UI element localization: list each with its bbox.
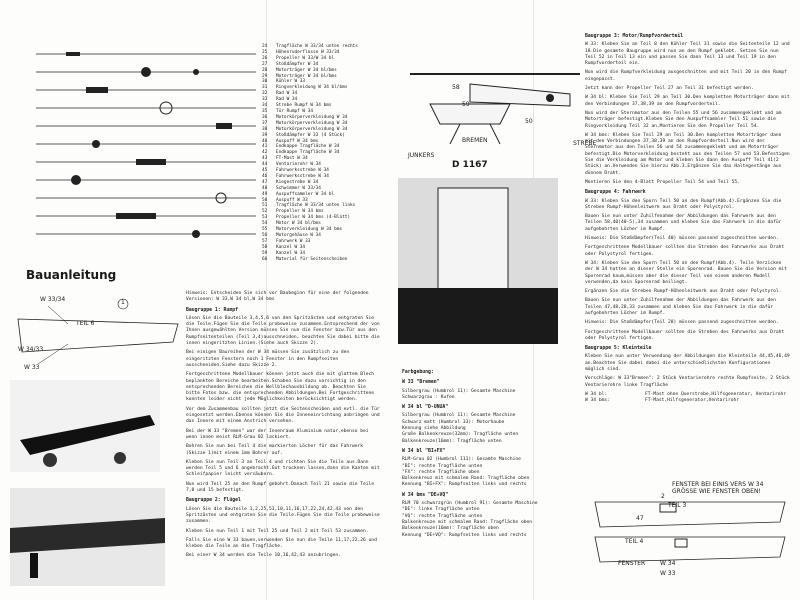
color-row xyxy=(402,482,542,488)
part-name: Strebe Rumpf W 34 bms xyxy=(276,103,332,109)
aircraft-photo-2 xyxy=(10,488,165,586)
part-number: 43 xyxy=(262,156,268,162)
paragraph: Vorschläge: W 33"Bremen": 2 Stück Ventarierohre rechte Rumpfseite, 2 Stück Ventarierohre linke Tragfläche xyxy=(585,376,793,388)
color-target: rechte Tragfläche unten xyxy=(418,513,483,519)
parts-exploded-diagram xyxy=(16,44,261,244)
paragraph: Vor dem Zusammenbau sollten jetzt die Seitenscheiben und evtl. die Tür eingesetzt werden.Ebenso können Sie die Inneneinrichtung anbringen und das Innere mit einem Anstrich versehen. xyxy=(186,406,383,425)
part-name: Schwimmer W 33/34 xyxy=(276,185,321,191)
paragraph: W 34 bms: Kleben Sie Teil 29 an Teil 30.Den kompletten Motorträger dann mit den Verbindungen 37,38,39 an den Rumpfvorderteil.Nun wird der Sternmotor aus den Teilen 56 und 54 zusammengeklebt und am Motorträger befestigt.Die Motorverkleidung besteht aus den Teilen 57 und 53.Befestigen Sie die Verkleidung am Motor und kleben Sie dann den Auspuff Teil 41(2 Stück) an.Verwenden Sie hierzu Abb.3.Ergänzen Sie das Haltegestänge aus dünnem Draht. xyxy=(585,132,793,176)
part-name: Rad W 34 xyxy=(276,97,298,103)
paragraph: Fortgeschrittene Modellbauer können jetzt auch die mit glattem Blech beplankten Bereiche bearbeiten.Schaben Sie dazu vorsichtig in den entsprechenden Bereichen die Wellblechausbildung ab. Beachten Sie bitte Fotos bzw. die entsprechenden Abbildungen.Bei Fortgeschrittene konnten leider nicht jede Möglichkeiten berücksichtigt werden. xyxy=(186,372,377,403)
color-target: Rumpfseiten links und rechts xyxy=(449,482,527,488)
part-name: Motorkörperverkleidung W 34 xyxy=(276,120,348,126)
color-name: "VQ": xyxy=(402,513,419,519)
paragraph: Kleben Sie nun Teil 3 an Teil 4 und richten Sie die Teile aus.Dann werden Teil 5 und 6 angebracht.Gut trocknen lassen,dann die Kanten mit Schleifpapier leicht versäubern. xyxy=(186,459,383,478)
part-number: 40 xyxy=(262,138,268,144)
color-group-title: W 34 bl "BI+FX" xyxy=(402,448,446,454)
section2-heading: Baugruppe 2: Flügel xyxy=(186,498,241,504)
part-number: 30 xyxy=(262,79,268,85)
part-number: 29 xyxy=(262,73,268,79)
part-name: Auspuff W 33 xyxy=(276,197,308,203)
color-target: Tragfläche unten xyxy=(473,432,519,438)
color-name: Kennung "DE+VQ": xyxy=(402,532,450,538)
color-row xyxy=(402,395,542,401)
config-value: FT-Mast,Hilfsgenerator,Ventarirohr xyxy=(645,398,740,404)
part-number: 32 xyxy=(262,91,268,97)
part-number: 38 xyxy=(262,126,268,132)
part-number: 34 xyxy=(262,103,268,109)
part-number: 54 xyxy=(262,221,268,227)
sketch-number-1: 1 xyxy=(121,299,125,306)
paragraph: W 33: Kleben Sie an Teil 8 den Kühler Teil 31 sowie die Seitenteile 12 und 18.Die gesamte Baugruppe wird nun an den Rumpf geklebt. Setzen Sie nun Teil 52 in Teil 13 ein und passen Sie dann Teil 13 und Teil 19 in den Rumpfvorderteil ein. xyxy=(585,42,793,67)
part-number: 51 xyxy=(262,203,268,209)
part-name: Tragfläche W 33/34 unten rechts xyxy=(276,44,358,49)
part-number: 46 xyxy=(262,173,268,179)
section3-heading: Baugruppe 3: Motor/Rumpfvorderteil xyxy=(585,34,684,39)
part-number: 39 xyxy=(262,132,268,138)
part-name: Tragfläche W 33/34 unten links xyxy=(276,203,356,209)
part-name: Fahrwerksstrebe W 34 xyxy=(276,168,329,174)
paragraph: Jetzt kann der Propeller Teil 27 an Teil 31 befestigt werden. xyxy=(585,86,754,92)
paragraph: Bohren Sie nun bei Teil 4 die markierten Löcher für das Fahrwerk (Skizze 1)mit einem 1mm Bohrer auf. xyxy=(186,444,366,456)
config-row xyxy=(585,398,790,404)
part-name: Ringverkleidung W 34 bl/bms xyxy=(276,85,348,91)
color-scheme xyxy=(402,366,542,539)
part-number: 26 xyxy=(262,55,268,61)
paragraph: W 34 bl: Kleben Sie Teil 29 an Teil 30.Den kompletten Motorträger dann mit den Verbindungen 37,38,39 an den Rumpfvorderteil. xyxy=(585,95,793,107)
aircraft-side-view xyxy=(400,44,590,164)
color-group-title: W 34 bms "DE+VQ" xyxy=(402,492,449,498)
part-name: Höhenruderflosse W 33/34 xyxy=(276,49,340,55)
part-name: Motorverkleidung W 34 bms xyxy=(276,227,343,233)
paragraph: Bei der W 33 "Bremen" war der Innenraum Aluminium natur,ebenso bei wenn innen meist RLM-Grau 02 lackiert. xyxy=(186,428,372,440)
part-number: 57 xyxy=(262,238,268,244)
color-target: Tragfläche oben xyxy=(457,526,499,532)
part-number: 28 xyxy=(262,67,268,73)
part-name: Motorkörperverkleidung W 34 xyxy=(276,126,348,132)
part-name: Kanzel W 34 xyxy=(276,250,306,256)
color-target: Gesamte Maschine xyxy=(493,501,538,507)
paragraph: W 34: Kleben Sie den Sporn Teil 50 an den Rumpf(Abb.4). Teile Verzicken der W 34 hatten an dieser Stelle ein Sporenrad. Bauen Sie die Version mit Sporenrad kaum,müssen aber die dieser Teil von einem anderen Modell verwenden,da kein Sporenrad beiliegt. xyxy=(585,260,790,285)
label-bremen: BREMEN xyxy=(462,137,488,144)
color-name: Kennung "BI+FX": xyxy=(402,482,450,488)
label-w33-bottom: W 33 xyxy=(660,570,676,577)
part-name: Kanzel W 34 xyxy=(276,244,306,250)
part-number: 35 xyxy=(262,108,268,114)
part-number: 60 xyxy=(262,256,268,262)
color-target: Motorhaube xyxy=(476,419,505,425)
label-58: 58 xyxy=(452,84,460,91)
part-name: Endkappe Tragfläche W 34 xyxy=(276,150,340,156)
paragraph: Kleben Sie nun Teil 1 mit Teil 25 und Teil 2 mit Teil 53 zusammen. xyxy=(186,528,369,534)
paragraph: Bei einigen Baureihen der W 34 müssen Sie zusätzlich zu den eingeritzten Fenstern noch 1 Fenster in den Rumpfseiten ausschneiden.Siehe dazu Skizze 2. xyxy=(186,350,352,368)
page-title: Bauanleitung xyxy=(26,268,117,282)
color-name: Schwarz matt (Humbrol 33): xyxy=(402,419,477,425)
paragraph: Bauen Sie nun unter Zuhilfenahme der Abbildungen das Fahrwerk aus den Teilen 47,48,28,33 zusammen und kleben Sie das Fahrwerk in die dafür aufgebohrten Löcher im Rumpf. xyxy=(585,298,779,316)
color-group-title: W 34 bl "D-UNUA" xyxy=(402,405,449,411)
part-number: 47 xyxy=(262,179,268,185)
color-target: Kufen xyxy=(440,394,455,400)
label-50: 50 xyxy=(525,118,533,125)
part-number: 41 xyxy=(262,144,268,150)
paragraph: Hinweis: Die Stoßdämpfer(Teil 28) müssen passend zugeschnitten werden. xyxy=(585,320,779,326)
left-text-column xyxy=(186,291,382,563)
part-number: 59 xyxy=(262,250,268,256)
fuselage-window-diagram xyxy=(590,482,790,582)
paragraph: W 33: Kleben Sie den Sporn Teil 50 an den Rumpf(Abb.4).Ergänzen Sie die Streben Rumpf-Höhenleitwerk aus Draht oder Polystyrol. xyxy=(585,198,785,210)
paragraph: Nun wird die Rumpfverkleidung ausgeschnitten und mit Teil 20 in den Rumpf eingepasst. xyxy=(585,70,790,82)
part-number: 48 xyxy=(262,185,268,191)
paragraph: Fortgeschrittene Modellbauer sollten die Streben des Fahrwerks aus Draht oder Polystyrol fertigen. xyxy=(585,245,787,257)
label-59: 59 xyxy=(462,101,470,108)
paragraph: Falls Sie eine W 33 bauen,verwenden Sie nun die Teile 11,17,22,26 und kleben die Teile an die Tragfläche. xyxy=(186,537,380,550)
color-name: "DE": xyxy=(402,507,419,513)
colors-heading: Farbgebung: xyxy=(402,370,434,375)
part-number: 33 xyxy=(262,97,268,103)
paragraph: Bauen Sie nun unter Zuhilfenahme der Abbildungen das Fahrwerk aus den Teilen 58,40(40-5),34 zusammen und kleben Sie das Fahrwerk in die dafür aufgebohrten Löcher im Rumpf. xyxy=(585,214,785,232)
part-name: Propeller W 34 bms xyxy=(276,209,324,215)
part-name: Motor W 34 bl/bms xyxy=(276,221,321,227)
color-target: Tragfläche oben xyxy=(487,476,530,482)
parts-list-row xyxy=(262,257,392,263)
part-number: 55 xyxy=(262,227,268,233)
part-number: 49 xyxy=(262,191,268,197)
fuselage-sketch-1 xyxy=(8,294,188,374)
part-name: Propeller W 34 bms (4-Blatt) xyxy=(276,215,351,221)
label-w33-34: W 33/34 xyxy=(40,296,66,303)
label-strebe: STREBE xyxy=(573,140,597,147)
label-d1167: D 1167 xyxy=(452,160,488,170)
color-target: Rumpfseiten links und rechts xyxy=(449,532,527,538)
color-target: linke Tragfläche unten xyxy=(418,507,480,513)
color-target: rechte Tragfläche unten xyxy=(418,463,483,469)
label-w34: W 34 xyxy=(660,560,676,567)
part-number: 42 xyxy=(262,150,268,156)
part-number: 37 xyxy=(262,120,268,126)
paragraph: Lösen Sie die Bauteile 1,2,25,53,10,11,16,17,22,24,42,43 von den Spritzästen und entgraten Sie die Teile.Fügen Sie die Teile probeweise zusammen. xyxy=(186,506,383,525)
part-name: Auspuffsammler W 34 bl xyxy=(276,191,335,197)
part-number: 31 xyxy=(262,85,268,91)
color-name: Schwarzgrau : xyxy=(402,394,441,400)
color-name: "BI": xyxy=(402,463,419,469)
color-name: Silbergrau (Humbrol 11): xyxy=(402,413,472,419)
part-number: 25 xyxy=(262,49,268,55)
color-target: Gesamte Maschine xyxy=(471,388,516,394)
hint-text: Hinweis: Entscheiden Sie sich vor Baubeginn für eine der folgenden Versionen: W 33,W 34 bl,W 34 bms xyxy=(186,291,372,303)
paragraph: Nun wird Teil 25 an den Rumpf gebohrt.Danach Teil 21 sowie die Teile 7,8 und 15 befestigt. xyxy=(186,481,377,494)
label-teil3: TEIL 3 xyxy=(668,502,687,509)
aircraft-crowd-photo xyxy=(398,178,558,344)
paragraph: Fortgeschrittene Modellbauer sollten die Streben des Fahrwerks aus Draht oder Polystyrol fertigen. xyxy=(585,329,787,341)
part-name: Ventarierohr W 34 xyxy=(276,162,321,168)
color-group-title: W 33 "Bremen" xyxy=(402,380,440,386)
section4-heading: Baugruppe 4: Fahrwerk xyxy=(585,190,646,196)
part-number: 52 xyxy=(262,209,268,215)
part-name: FT-Mast W 34 xyxy=(276,156,308,162)
part-name: Endkappe Tragfläche W 34 xyxy=(276,144,340,150)
part-name: Motorkörperverkleidung W 34 xyxy=(276,114,348,120)
part-name: Stoßdämpfer W 33 (4 Stück) xyxy=(276,132,345,138)
paragraph: Hinweis: Die Stoßdämpfer(Teil 40) müssen passend zugeschnitten werden. xyxy=(585,236,779,242)
config-value: FT-Mast ohne Querstrebe,Hilfsgenerator, Ventarirohr xyxy=(645,391,787,397)
color-target: Tragfläche unten xyxy=(457,438,502,444)
color-name: Balkenkreuze(16mm): xyxy=(402,526,458,532)
part-number: 44 xyxy=(262,162,268,168)
part-name: Fahrwerksstrebe W 34 xyxy=(276,173,329,179)
right-text-column xyxy=(585,30,793,405)
label-w34-33: W 34/33 xyxy=(18,346,44,353)
label-fenster: FENSTER xyxy=(618,560,646,567)
part-name: Material für Seitenscheiben xyxy=(276,256,348,262)
part-number: 56 xyxy=(262,233,268,238)
color-name: "FX": xyxy=(402,469,419,475)
label-junkers: JUNKERS xyxy=(408,152,435,159)
color-name: RLM 70 schwarzgrün (Humbrol 91): xyxy=(402,501,494,507)
color-name: Balkenkreuze mit schmalem Rand: xyxy=(402,519,491,525)
part-number: 36 xyxy=(262,114,268,120)
part-number: 27 xyxy=(262,61,268,67)
label-teil6: TEIL 6 xyxy=(76,320,95,327)
paragraph: Kleben Sie nun unter Verwendung der Abbildungen die Kleinteile 44,45,46,49 an.Beachten Sie dabei dabei die unterschiedlichsten Konfigurationen möglich sind. xyxy=(585,354,793,373)
parts-list xyxy=(262,44,392,263)
color-name: Balkenkreuz mit schmalem Rand: xyxy=(402,476,488,482)
part-number: 24 xyxy=(262,44,268,49)
label-teil4: TEIL 4 xyxy=(625,538,644,545)
color-row xyxy=(402,533,542,539)
color-target: Tragfläche oben xyxy=(490,519,533,525)
paragraph: Ergänzen Sie die Streben Rumpf-Höhenleitwerk aus Draht oder Polystyrol. xyxy=(585,289,782,295)
part-name: Kiegestrebe W 34 xyxy=(276,179,319,185)
label-47: 47 xyxy=(636,515,644,522)
color-target: Gesamte Maschine xyxy=(476,457,521,463)
sketch-number-2: 2 xyxy=(661,493,665,500)
config-label: W 34 bl: xyxy=(585,391,608,397)
part-number: 45 xyxy=(262,168,268,174)
part-name: Rad W 34 xyxy=(276,91,298,97)
paragraph: Montieren Sie den 4-Blatt Propeller Teil 54 und Teil 55. xyxy=(585,179,740,185)
paragraph: Bei einer W 34 werden die Teile 10,16,42,43 anzubringen. xyxy=(186,553,341,559)
color-name: Kennung siehe Abbildung xyxy=(402,426,466,432)
part-name: Auspuff W 34 bms xyxy=(276,138,319,144)
section5-heading: Baugruppe 5: Kleinteile xyxy=(585,346,652,352)
part-name: Tür Rumpf W 34 xyxy=(276,108,314,114)
label-w33: W 33 xyxy=(24,364,40,371)
paragraph: Lösen Sie die Bauteile 3,4,5,6 von den Spritzästen und entgraten Sie die Teile.Fügen Sie die Teile probeweise zusammen.Entsprechend der von Ihnen ausgewählten Version müssen Sie nun die Fenster bzw.Tür aus den Rumpfseitenteilen (Teil 3,4)ausschneiden, beachten Sie dabei bitte die innen eingeritzten Linien.(Siehe auch Skizze 2). xyxy=(186,315,383,347)
part-name: Fahrwerk W 33 xyxy=(276,238,311,244)
part-number: 50 xyxy=(262,197,268,203)
color-name: RLM-Grau 02 (Humbrol 111): xyxy=(402,457,477,463)
color-target: Gesamte Maschine xyxy=(471,413,516,419)
color-name: Silbergrau (Humbrol 11): xyxy=(402,388,472,394)
part-name: Motorträger W 34 bl/bms xyxy=(276,67,337,73)
section1-heading: Baugruppe 1: Rumpf xyxy=(186,307,238,313)
aircraft-photo-1 xyxy=(10,380,160,472)
color-row xyxy=(402,439,542,445)
config-label: W 34 bms: xyxy=(585,398,610,404)
part-name: Motorträger W 34 bl/bms xyxy=(276,73,337,79)
part-number: 58 xyxy=(262,244,268,250)
part-name: Propeller W 33/W 34 bl xyxy=(276,55,335,61)
color-name: Balkenkreuze(16mm): xyxy=(402,438,458,444)
part-name: Stoßdämpfer W 34 xyxy=(276,61,319,67)
fenster-note: FENSTER BEI EINIS VERS W 34 GRÖSSE WIE FENSTER OBEN! xyxy=(672,481,764,495)
part-number: 53 xyxy=(262,215,268,221)
part-name: Motorgehäuse W 34 xyxy=(276,233,321,238)
color-target: rechte Tragfläche oben xyxy=(418,469,480,475)
part-name: Kühler W 33 xyxy=(276,79,306,85)
paragraph: Nun wird der Sternmotor aus den Teilen 55 und 56 zusammengeklebt und am Motorträger befestigt.Kleben Sie den Auspuffsammler Teil 51 sowie die Ringverkleidung Teil 32 an.Montieren Sie den Propeller Teil 54. xyxy=(585,110,785,129)
color-name: Große Balkenkreuze(32mm): xyxy=(402,432,474,438)
